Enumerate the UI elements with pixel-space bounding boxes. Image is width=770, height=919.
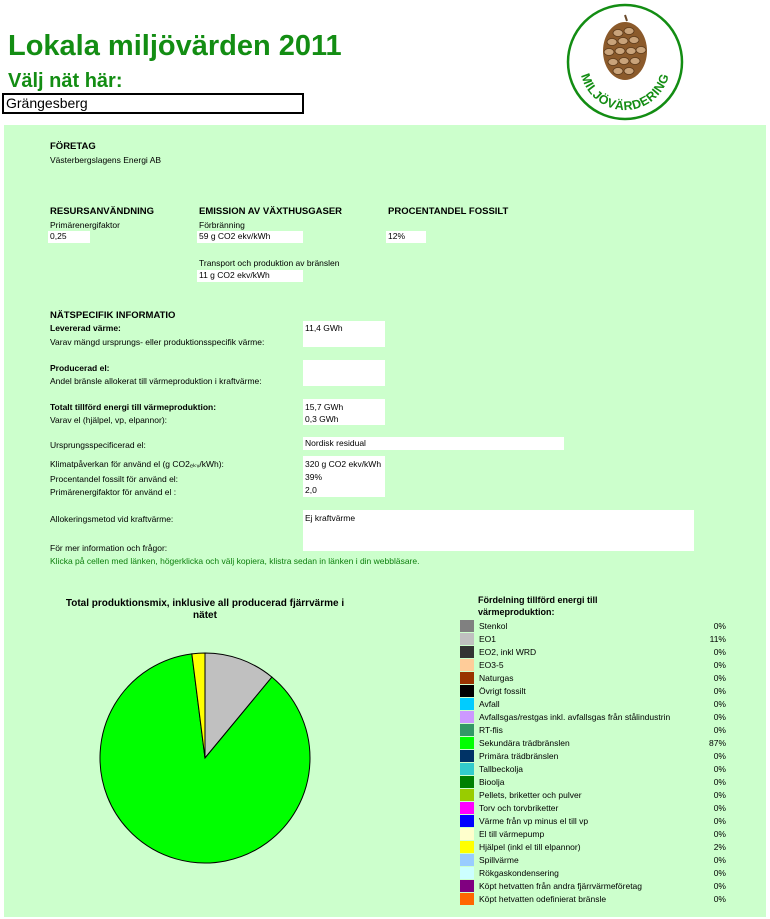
legend-label: EO2, inkl WRD bbox=[479, 647, 537, 657]
legend-label: Naturgas bbox=[479, 673, 514, 683]
legend-item bbox=[460, 711, 726, 724]
legend-value: 0% bbox=[713, 829, 726, 839]
legend-value: 0% bbox=[713, 699, 726, 709]
delivered-heat-label: Levererad värme: bbox=[50, 323, 121, 333]
legend-value: 0% bbox=[713, 777, 726, 787]
legend-item bbox=[460, 880, 726, 893]
produced-el-label: Producerad el: bbox=[50, 363, 110, 373]
miljovardering-logo bbox=[566, 3, 684, 121]
origin-heat-label: Varav mängd ursprungs- eller produktionsspecifik värme: bbox=[50, 337, 265, 347]
legend-label: RT-flis bbox=[479, 725, 503, 735]
delivered-heat-value[interactable]: 11,4 GWh bbox=[303, 321, 385, 347]
legend-swatch bbox=[460, 789, 474, 801]
legend-swatch bbox=[460, 633, 474, 645]
legend-label: Rökgaskondensering bbox=[479, 868, 559, 878]
legend-swatch bbox=[460, 737, 474, 749]
link-hint-text: Klicka på cellen med länken, högerklicka och välj kopiera, klistra sedan in länken i din webbläsare. bbox=[50, 556, 420, 566]
legend-value: 0% bbox=[713, 816, 726, 826]
legend-swatch bbox=[460, 763, 474, 775]
legend-item bbox=[460, 737, 726, 750]
company-heading: FÖRETAG bbox=[50, 141, 96, 152]
total-energy-value-text: 15,7 GWh bbox=[305, 402, 344, 412]
climate-impact-value: 320 g CO2 ekv/kWh bbox=[305, 459, 382, 469]
legend-swatch bbox=[460, 685, 474, 697]
legend-item bbox=[460, 867, 726, 880]
production-mix-pie-chart bbox=[95, 648, 315, 868]
allocation-method-value[interactable]: Ej kraftvärme bbox=[303, 510, 694, 551]
legend-item bbox=[460, 776, 726, 789]
legend-swatch bbox=[460, 880, 474, 892]
company-name: Västerbergslagens Energi AB bbox=[50, 155, 162, 165]
el-used-label: Varav el (hjälpel, vp, elpannor): bbox=[50, 415, 168, 425]
legend-item bbox=[460, 633, 726, 646]
legend-label: Bioolja bbox=[479, 777, 505, 787]
legend-label: Avfallsgas/restgas inkl. avfallsgas från stålindustrin bbox=[479, 712, 671, 722]
legend-value: 87% bbox=[708, 738, 726, 748]
origin-el-value[interactable]: Nordisk residual bbox=[303, 437, 564, 450]
legend-swatch bbox=[460, 893, 474, 905]
legend-label: Avfall bbox=[479, 699, 500, 709]
legend-swatch bbox=[460, 659, 474, 671]
legend-label: Tallbeckolja bbox=[479, 764, 523, 774]
more-info-label: För mer information och frågor: bbox=[50, 543, 168, 553]
fossil-el-label: Procentandel fossilt för använd el: bbox=[50, 474, 179, 484]
combustion-label: Förbränning bbox=[199, 220, 245, 230]
resource-heading: RESURSANVÄNDNING bbox=[50, 206, 154, 217]
legend-item bbox=[460, 620, 726, 633]
fossil-value[interactable]: 12% bbox=[386, 231, 426, 243]
transport-value[interactable]: 11 g CO2 ekv/kWh bbox=[197, 270, 303, 282]
transport-label: Transport och produktion av bränslen bbox=[199, 258, 340, 268]
legend-swatch bbox=[460, 646, 474, 658]
network-select-input[interactable]: Grängesberg bbox=[2, 93, 304, 114]
legend-item bbox=[460, 698, 726, 711]
total-energy-value[interactable] bbox=[303, 399, 385, 425]
legend-value: 0% bbox=[713, 881, 726, 891]
legend-item bbox=[460, 893, 726, 906]
legend-label: Primära trädbränslen bbox=[479, 751, 559, 761]
chart-title: Total produktionsmix, inklusive all producerad fjärrvärme i nätet bbox=[65, 598, 345, 621]
legend-item bbox=[460, 685, 726, 698]
legend-item bbox=[460, 646, 726, 659]
legend-title: Fördelning tillförd energi till värmeproduktion: bbox=[478, 595, 598, 617]
legend-value: 0% bbox=[713, 647, 726, 657]
legend-value: 0% bbox=[713, 764, 726, 774]
total-energy-label: Totalt tillförd energi till värmeproduktion: bbox=[50, 402, 217, 412]
legend-value: 0% bbox=[713, 803, 726, 813]
legend-label: EO1 bbox=[479, 634, 497, 644]
svg-text:MILJÖVÄRDERING: MILJÖVÄRDERING bbox=[578, 71, 672, 114]
legend-swatch bbox=[460, 854, 474, 866]
legend-swatch bbox=[460, 867, 474, 879]
primary-energy-factor-label: Primärenergifaktor bbox=[50, 220, 120, 230]
el-used-value-text: 0,3 GWh bbox=[305, 414, 339, 424]
legend-value: 0% bbox=[713, 673, 726, 683]
legend-label: Torv och torvbriketter bbox=[479, 803, 559, 813]
legend-value: 0% bbox=[713, 868, 726, 878]
legend-label: Pellets, briketter och pulver bbox=[479, 790, 582, 800]
legend-label: Köpt hetvatten odefinierat bränsle bbox=[479, 894, 607, 904]
legend-item bbox=[460, 763, 726, 776]
combustion-value[interactable]: 59 g CO2 ekv/kWh bbox=[197, 231, 303, 243]
legend-value: 0% bbox=[713, 686, 726, 696]
legend-item bbox=[460, 815, 726, 828]
legend-label: Spillvärme bbox=[479, 855, 519, 865]
legend-swatch bbox=[460, 711, 474, 723]
legend-item bbox=[460, 854, 726, 867]
legend-value: 2% bbox=[713, 842, 726, 852]
primary-el-label: Primärenergifaktor för använd el : bbox=[50, 487, 177, 497]
legend-item bbox=[460, 789, 726, 802]
legend-label: Övrigt fossilt bbox=[479, 686, 526, 696]
network-select-label: Välj nät här: bbox=[8, 70, 123, 92]
page-title: Lokala miljövärden 2011 bbox=[8, 30, 342, 62]
legend-value: 0% bbox=[713, 712, 726, 722]
legend-swatch bbox=[460, 698, 474, 710]
legend-value: 11% bbox=[709, 634, 726, 644]
legend-item bbox=[460, 828, 726, 841]
legend-value: 0% bbox=[713, 621, 726, 631]
legend-item bbox=[460, 750, 726, 763]
legend-swatch bbox=[460, 828, 474, 840]
legend-value: 0% bbox=[713, 660, 726, 670]
legend-label: EO3-5 bbox=[479, 660, 504, 670]
primary-energy-factor-value[interactable]: 0,25 bbox=[48, 231, 90, 243]
legend-value: 0% bbox=[713, 894, 726, 904]
legend-label: Stenkol bbox=[479, 621, 508, 631]
legend-label: Sekundära trädbränslen bbox=[479, 738, 570, 748]
el-metrics-values[interactable] bbox=[303, 456, 385, 497]
legend-label: Hjälpel (inkl el till elpannor) bbox=[479, 842, 581, 852]
network-info-heading: NÄTSPECIFIK INFORMATIO bbox=[50, 310, 176, 321]
legend-swatch bbox=[460, 841, 474, 853]
legend-item bbox=[460, 672, 726, 685]
produced-el-value[interactable] bbox=[303, 360, 385, 386]
legend-item bbox=[460, 841, 726, 854]
allocation-method-label: Allokeringsmetod vid kraftvärme: bbox=[50, 514, 174, 524]
fossil-heading: PROCENTANDEL FOSSILT bbox=[388, 206, 509, 217]
legend-swatch bbox=[460, 815, 474, 827]
climate-impact-label: Klimatpåverkan för använd el (g CO2ₑₖᵥ/kWh): bbox=[50, 459, 224, 469]
legend-swatch bbox=[460, 672, 474, 684]
origin-el-label: Ursprungsspecificerad el: bbox=[50, 440, 146, 450]
emission-heading: EMISSION AV VÄXTHUSGASER bbox=[199, 206, 343, 217]
legend-swatch bbox=[460, 620, 474, 632]
legend-label: Köpt hetvatten från andra fjärrvärmeföretag bbox=[479, 881, 643, 891]
fossil-el-value: 39% bbox=[305, 472, 323, 482]
legend-item bbox=[460, 802, 726, 815]
legend-item bbox=[460, 659, 726, 672]
legend-value: 0% bbox=[713, 725, 726, 735]
legend-label: Värme från vp minus el till vp bbox=[479, 816, 589, 826]
legend-value: 0% bbox=[713, 790, 726, 800]
legend-label: El till värmepump bbox=[479, 829, 545, 839]
legend-swatch bbox=[460, 802, 474, 814]
legend-value: 0% bbox=[713, 751, 726, 761]
fuel-share-label: Andel bränsle allokerat till värmeproduktion i kraftvärme: bbox=[50, 376, 262, 386]
legend-swatch bbox=[460, 776, 474, 788]
legend-value: 0% bbox=[713, 855, 726, 865]
legend-swatch bbox=[460, 724, 474, 736]
legend-swatch bbox=[460, 750, 474, 762]
legend-item bbox=[460, 724, 726, 737]
primary-el-value: 2,0 bbox=[305, 485, 317, 495]
